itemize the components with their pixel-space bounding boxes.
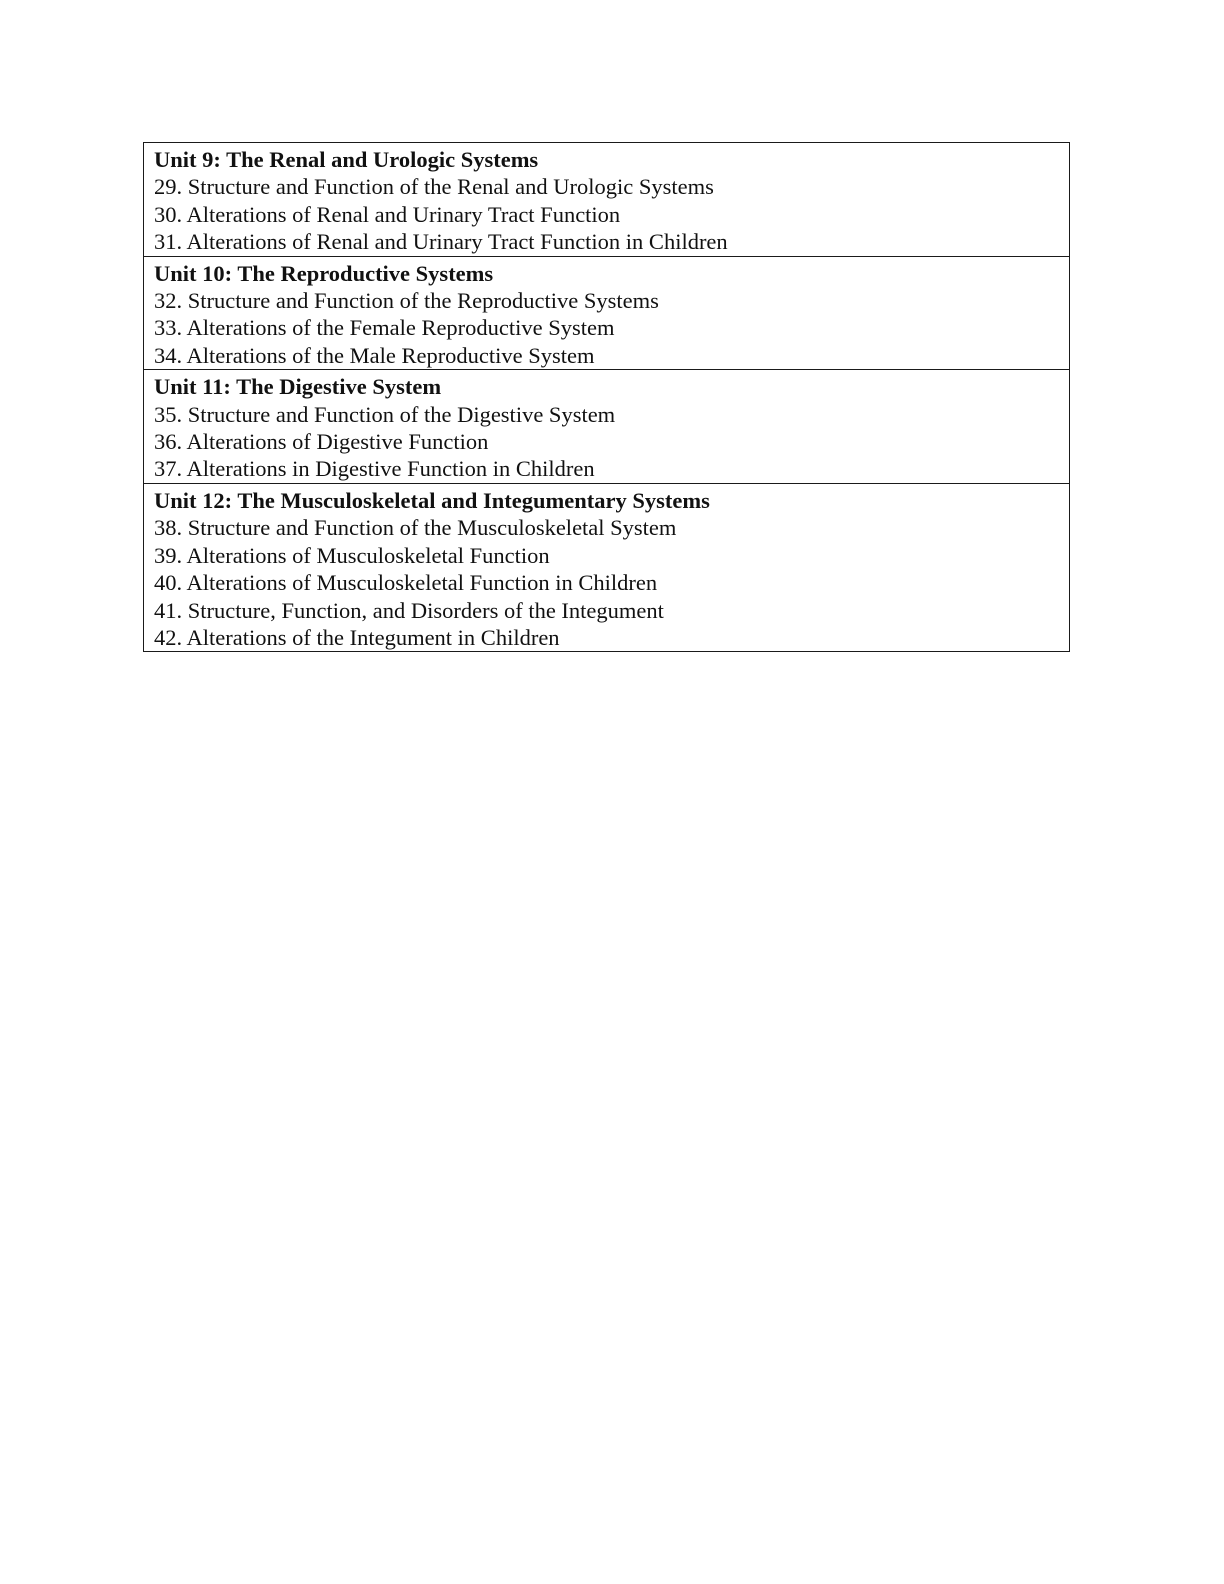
chapter-item: 39. Alterations of Musculoskeletal Function (154, 542, 550, 568)
unit-title: Unit 10: The Reproductive Systems (154, 260, 494, 286)
chapter-item: 37. Alterations in Digestive Function in Children (154, 456, 595, 482)
contents-table (143, 142, 1070, 652)
unit-row (144, 370, 1070, 484)
chapter-item: 32. Structure and Function of the Reproductive Systems (154, 288, 659, 314)
unit-row (144, 483, 1070, 651)
chapter-item: 30. Alterations of Renal and Urinary Tract Function (154, 201, 621, 227)
chapter-item: 34. Alterations of the Male Reproductive System (154, 342, 595, 368)
unit-title: Unit 11: The Digestive System (154, 374, 442, 400)
unit-cell (144, 256, 1070, 370)
chapter-item: 35. Structure and Function of the Digestive System (154, 401, 616, 427)
unit-row (144, 256, 1070, 370)
unit-row (144, 143, 1070, 257)
chapter-item: 40. Alterations of Musculoskeletal Function in Children (154, 570, 658, 596)
chapter-item: 42. Alterations of the Integument in Children (154, 624, 560, 650)
unit-cell (144, 143, 1070, 257)
unit-title: Unit 9: The Renal and Urologic Systems (154, 147, 539, 172)
unit-title: Unit 12: The Musculoskeletal and Integumentary Systems (154, 487, 710, 513)
chapter-item: 31. Alterations of Renal and Urinary Tract Function in Children (154, 229, 728, 255)
chapter-item: 29. Structure and Function of the Renal and Urologic Systems (154, 174, 714, 200)
chapter-item: 33. Alterations of the Female Reproductive System (154, 315, 615, 341)
chapter-item: 38. Structure and Function of the Musculoskeletal System (154, 515, 677, 541)
unit-cell (144, 370, 1070, 484)
chapter-item: 36. Alterations of Digestive Function (154, 429, 489, 455)
unit-cell (144, 483, 1070, 651)
chapter-item: 41. Structure, Function, and Disorders of the Integument (154, 597, 664, 623)
